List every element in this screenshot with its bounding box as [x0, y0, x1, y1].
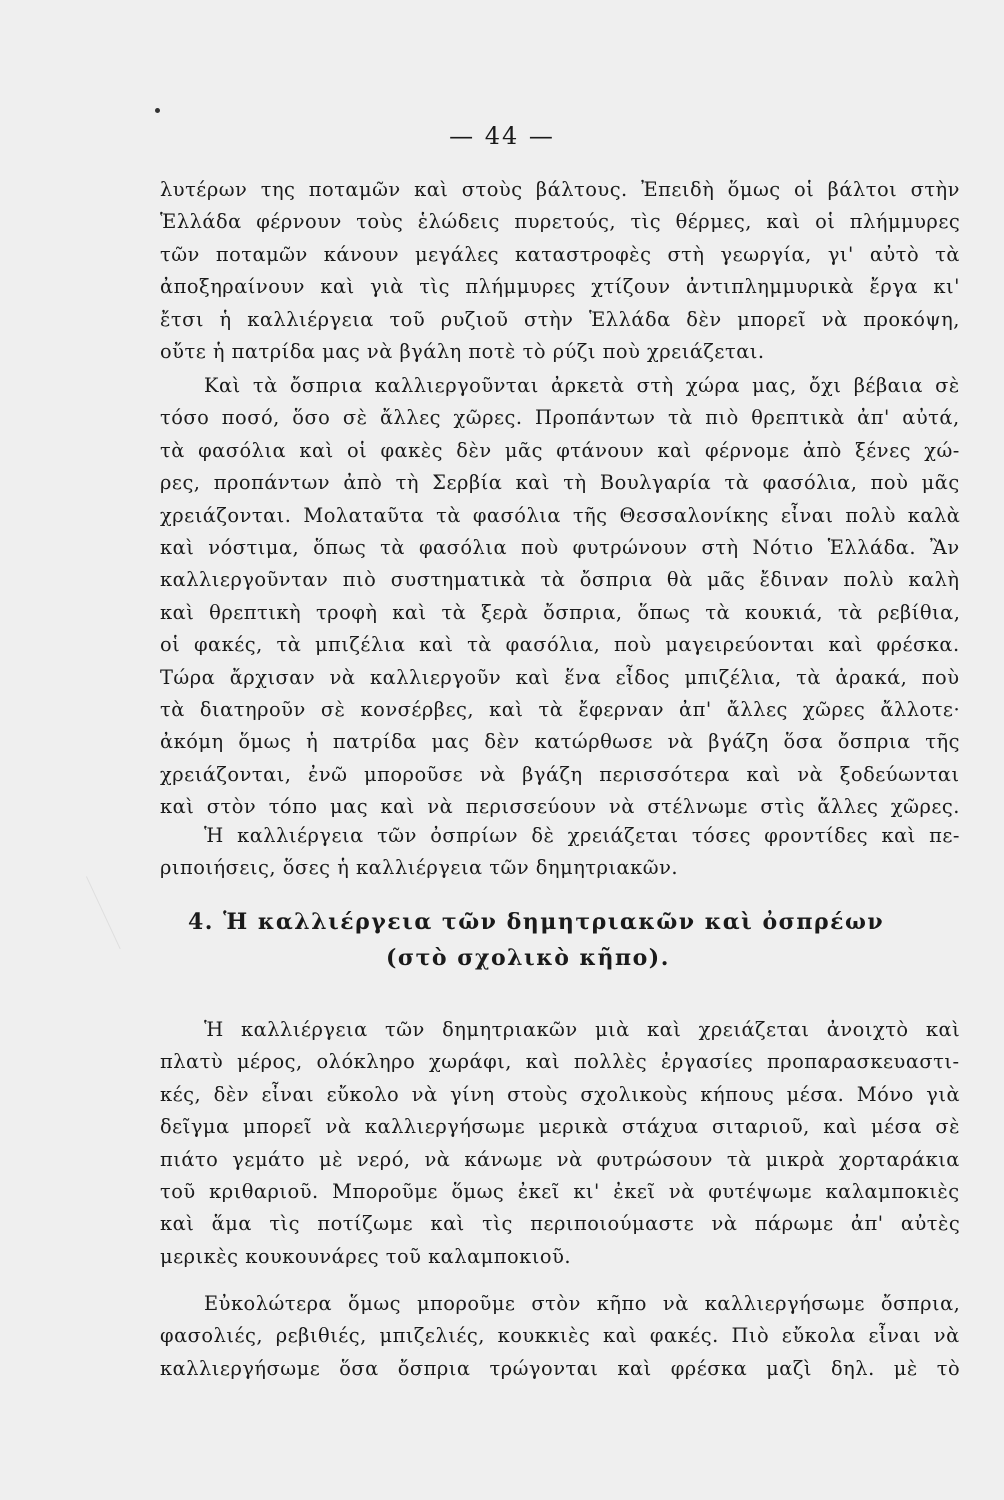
text-line: χρειάζονται, ἐνῶ μποροῦσε νὰ βγάζη περισσότερα καὶ νὰ ξοδεύωνται — [160, 762, 960, 786]
text-line: καλλιεργήσωμε ὅσα ὄσπρια τρώγονται καὶ φρέσκα μαζὶ δηλ. μὲ τὸ — [160, 1356, 961, 1380]
text-line: κές, δὲν εἶναι εὔκολο νὰ γίνη στοὺς σχολικοὺς κήπους μέσα. Μόνο γιὰ — [160, 1082, 961, 1106]
section-heading — [160, 904, 960, 976]
text-line: οἱ φακές, τὰ μπιζέλια καὶ τὰ φασόλια, ποὺ μαγειρεύονται καὶ φρέσκα. — [160, 633, 960, 657]
text-line: δεῖγμα μπορεῖ νὰ καλλιεργήσωμε μερικὰ στάχυα σιταριοῦ, καὶ μέσα σὲ — [160, 1115, 961, 1139]
text-line: τῶν ποταμῶν κάνουν μεγάλες καταστροφὲς στὴ γεωργία, γι' αὐτὸ τὰ — [160, 242, 960, 266]
section-heading-subtitle: (στὸ σχολικὸ κῆπο). — [386, 945, 670, 971]
paragraph-1 — [160, 174, 960, 368]
text-line: Ἡ καλλιέργεια τῶν ὀσπρίων δὲ χρειάζεται τόσες φροντίδες καὶ πε- — [204, 824, 960, 847]
text-line: ρες, προπάντων ἀπὸ τὴ Σερβία καὶ τὴ Βουλγαρία τὰ φασόλια, ποὺ μᾶς — [160, 471, 960, 495]
section-heading-title: 4. Ἡ καλλιέργεια τῶν δημητριακῶν καὶ ὀσπρέων — [188, 909, 885, 935]
text-line: μερικὲς κουκουνάρες τοῦ καλαμποκιοῦ. — [160, 1244, 572, 1268]
text-line: Τώρα ἄρχισαν νὰ καλλιεργοῦν καὶ ἕνα εἶδος μπιζέλια, τὰ ἀρακά, ποὺ — [160, 665, 960, 689]
paragraph-2 — [160, 370, 960, 824]
text-line: Ἑλλάδα φέρνουν τοὺς ἑλώδεις πυρετούς, τὶς θέρμες, καὶ οἱ πλήμμυρες — [160, 210, 961, 234]
text-line: τὰ διατηροῦν σὲ κονσέρβες, καὶ τὰ ἔφερναν ἀπ' ἄλλες χῶρες ἄλλοτε· — [160, 698, 961, 722]
text-line: τοῦ κριθαριοῦ. Μποροῦμε ὅμως ἐκεῖ κι' ἐκεῖ νὰ φυτέψωμε καλαμποκιὲς — [160, 1180, 960, 1204]
text-line: ἔτσι ἡ καλλιέργεια τοῦ ρυζιοῦ στὴν Ἑλλάδα δὲν μπορεῖ νὰ προκόψη, — [160, 307, 960, 331]
paragraph-5 — [160, 1288, 960, 1385]
paragraph-3 — [160, 820, 960, 885]
text-line: τὰ φασόλια καὶ οἱ φακὲς δὲν μᾶς φτάνουν καὶ φέρνομε ἀπὸ ξένες χώ- — [160, 438, 960, 462]
ink-dot — [155, 108, 160, 113]
text-line: καλλιεργοῦνταν πιὸ συστηματικὰ τὰ ὄσπρια θὰ μᾶς ἔδιναν πολὺ καλὴ — [160, 568, 960, 592]
text-line: φασολιές, ρεβιθιές, μπιζελιές, κουκκιὲς καὶ φακές. Πιὸ εὔκολα εἶναι νὰ — [160, 1324, 960, 1348]
text-line: καὶ ἅμα τὶς ποτίζωμε καὶ τὶς περιποιούμαστε νὰ πάρωμε ἀπ' αὐτὲς — [160, 1212, 961, 1236]
text-line: Ἡ καλλιέργεια τῶν δημητριακῶν μιὰ καὶ χρειάζεται ἀνοιχτὸ καὶ — [204, 1018, 961, 1041]
text-line: καὶ στὸν τόπο μας καὶ νὰ περισσεύουν νὰ στέλνωμε στὶς ἄλλες χῶρες. — [160, 795, 960, 819]
text-line: Καὶ τὰ ὄσπρια καλλιεργοῦνται ἀρκετὰ στὴ χώρα μας, ὄχι βέβαια σὲ — [204, 374, 960, 397]
text-line: πλατὺ μέρος, ολόκληρο χωράφι, καὶ πολλὲς ἐργασίες προπαρασκευαστι- — [160, 1050, 960, 1074]
text-line: καὶ νόστιμα, ὅπως τὰ φασόλια ποὺ φυτρώνουν στὴ Νότιο Ἑλλάδα. Ἂν — [160, 536, 960, 560]
page-number: — 44 — — [449, 122, 555, 150]
text-line: Εὐκολώτερα ὅμως μποροῦμε στὸν κῆπο νὰ καλλιεργήσωμε ὄσπρια, — [204, 1292, 961, 1315]
text-line: καὶ θρεπτικὴ τροφὴ καὶ τὰ ξερὰ ὄσπρια, ὅπως τὰ κουκιά, τὰ ρεβίθια, — [160, 600, 961, 624]
text-line: τόσο ποσό, ὅσο σὲ ἄλλες χῶρες. Προπάντων τὰ πιὸ θρεπτικὰ ἀπ' αὐτά, — [160, 406, 960, 430]
text-line: λυτέρων της ποταμῶν καὶ στοὺς βάλτους. Ἐπειδὴ ὅμως οἱ βάλτοι στὴν — [160, 178, 960, 201]
text-line: ἀποξηραίνουν καὶ γιὰ τὶς πλήμμυρες χτίζουν ἀντιπλημμυρικὰ ἔργα κι' — [160, 275, 960, 299]
text-line: οὔτε ἡ πατρίδα μας νὰ βγάλη ποτὲ τὸ ρύζι ποὺ χρειάζεται. — [160, 340, 765, 364]
paragraph-4 — [160, 1014, 960, 1273]
text-line: πιάτο γεμάτο μὲ νερό, νὰ κάνωμε νὰ φυτρώσουν τὰ μικρὰ χορταράκια — [160, 1147, 960, 1171]
text-line: ἀκόμη ὅμως ἡ πατρίδα μας δὲν κατώρθωσε νὰ βγάζη ὅσα ὄσπρια τῆς — [160, 730, 961, 754]
text-line: ριποιήσεις, ὅσες ἡ καλλιέργεια τῶν δημητριακῶν. — [160, 856, 679, 880]
text-line: χρειάζονται. Μολαταῦτα τὰ φασόλια τῆς Θεσσαλονίκης εἶναι πολὺ καλὰ — [160, 503, 961, 527]
